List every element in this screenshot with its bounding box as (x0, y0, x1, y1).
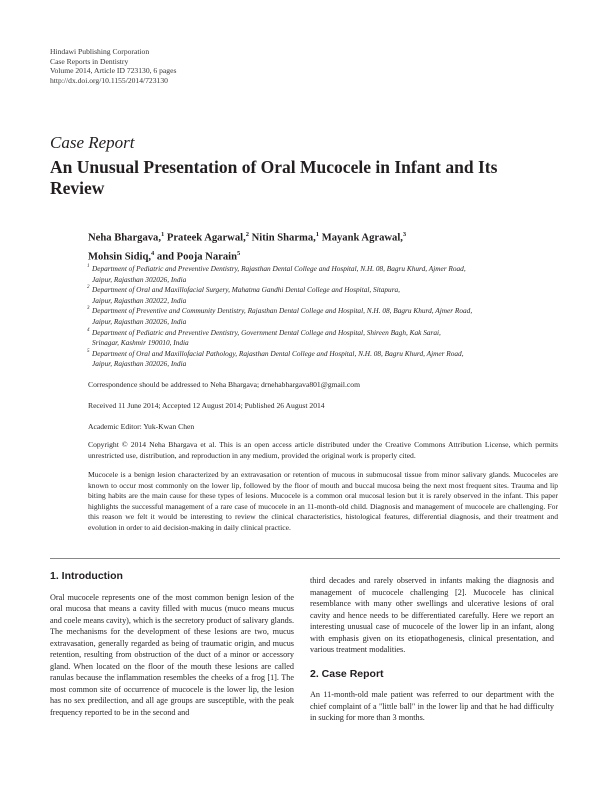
journal-header (50, 47, 176, 85)
abstract: Mucocele is a benign lesion characterized by an extravasation or retention of mucous in submucosal tissue from minor salivary glands. Mucoceles are known to occur most commonly on the lower lip, followed by the floor of mouth and buccal mucosa being the next most frequent sites. Trauma and lip biting habits are the main cause for these types of lesions. Mucocele is a common oral mucosal lesion but it is rarely observed in the infant. This paper highlights the successful management of a rare case of mucocele in an 11-month-old child. Diagnosis and management of mucocele are challenging. For this reason we felt it would be interesting to review the clinical characteristics, histological features, differential diagnosis, and their treatment and evolution in order to aid decision-making in daily clinical practice. (88, 470, 558, 532)
publisher: Hindawi Publishing Corporation (50, 47, 150, 56)
academic-editor: Academic Editor: Yuk-Kwan Chen (88, 422, 195, 431)
author: Mayank Agrawal, (319, 232, 403, 244)
section-heading-introduction: 1. Introduction (50, 570, 123, 582)
affiliation: 4 Department of Pediatric and Preventive Dentistry, Government Dental College and Hospital, Shireen Bagh, Kak Sarai, Srinagar, Kashmir 190010, India (87, 327, 441, 348)
author-affiliation-ref: 1 (315, 231, 320, 238)
affiliation: 1 Department of Pediatric and Preventive Dentistry, Rajasthan Dental College and Hospital, N.H. 08, Bagru Khurd, Ajmer Road, Jaipur, Rajasthan 302026, India (87, 264, 466, 284)
author: Neha Bhargava, (88, 232, 161, 244)
section-heading-case-report: 2. Case Report (310, 667, 384, 680)
affiliations (88, 264, 558, 370)
copyright: Copyright © 2014 Neha Bhargava et al. This is an open access article distributed under the Creative Commons Attribution License, which permits unrestricted use, distribution, and reproduction in any medium, provided the original work is properly cited. (88, 440, 558, 460)
author-affiliation-ref: 1 (160, 231, 165, 238)
page-title: An Unusual Presentation of Oral Mucocele in Infant and Its Review (50, 157, 498, 198)
author: Nitin Sharma, (248, 232, 316, 244)
introduction-text: Oral mucocele represents one of the most common benign lesion of the oral mucosa that means a cavity filled with mucus (muco means mucus and coele means cavity), which is the secretory product of salivary glands. The mechanisms for the development of these lesions are two, mucus extravasation, generally regarded as being of traumatic origin, and mucus retention, resulting from obstruction of the duct of a minor or accessory gland. When located on the floor of the mouth these lesions are called ranulas because the inflammation resembles the cheeks of a frog [1]. The most common site of occurrence of mucocele is the lower lip, the lesion has no sex predilection, and all age groups are susceptible, with the peak frequency reported to be in the second and (50, 592, 294, 718)
column-right (310, 575, 554, 724)
author-affiliation-ref: 5 (236, 249, 241, 257)
author: and Pooja Narain (154, 251, 237, 263)
affiliation: 2 Department of Oral and Maxillofacial Surgery, Mahatma Gandhi Dental College and Hospital, Sitapura, Jaipur, Rajasthan 302022, India (87, 285, 401, 305)
author-affiliation-ref: 4 (151, 249, 155, 257)
author: Mohsin Sidiq, (88, 251, 152, 263)
doi-link[interactable]: http://dx.doi.org/10.1155/2014/723130 (50, 75, 168, 85)
author: Prateek Agarwal, (164, 232, 246, 244)
affiliation: 5 Department of Oral and Maxillofacial Pathology, Rajasthan Dental College and Hospital, N.H. 08, Bagru Khurd, Ajmer Road, Jaipur, Rajasthan 302026, India (87, 348, 464, 369)
introduction-text-continued: third decades and rarely observed in infants making the diagnosis and management of mucocele challenging [2]. Mucocele has clinical resemblance with many other swellings and ulcerative lesions of oral cavity and hence needs to be differentiated carefully. Here we report an interesting unusual case of mucocele of the lower lip in an infant, along with emphasis given on its etiopathogenesis, clinical presentation, and various treatment modalities. (310, 576, 554, 655)
divider (50, 558, 560, 559)
case-report-text: An 11-month-old male patient was referred to our department with the chief complaint of a "little ball" in the lower lip and that he had difficulty in sucking for more than 3 months. (310, 690, 554, 723)
author-list (88, 227, 558, 264)
affiliation: 3 Department of Preventive and Community Dentistry, Rajasthan Dental College and Hospital, N.H. 08, Bagru Khurd, Ajmer Road, Jaipur, Rajasthan 302026, India (87, 306, 473, 326)
author-affiliation-ref: 3 (402, 231, 407, 238)
author-affiliation-ref: 2 (245, 231, 249, 238)
journal-name: Case Reports in Dentistry (50, 56, 129, 66)
correspondence[interactable]: Correspondence should be addressed to Neha Bhargava; drnehabhargava801@gmail.com (88, 380, 360, 389)
article-type: Case Report (50, 133, 135, 152)
column-left (50, 571, 294, 719)
dates: Received 11 June 2014; Accepted 12 August 2014; Published 26 August 2014 (88, 401, 325, 410)
volume-info: Volume 2014, Article ID 723130, 6 pages (50, 66, 177, 76)
